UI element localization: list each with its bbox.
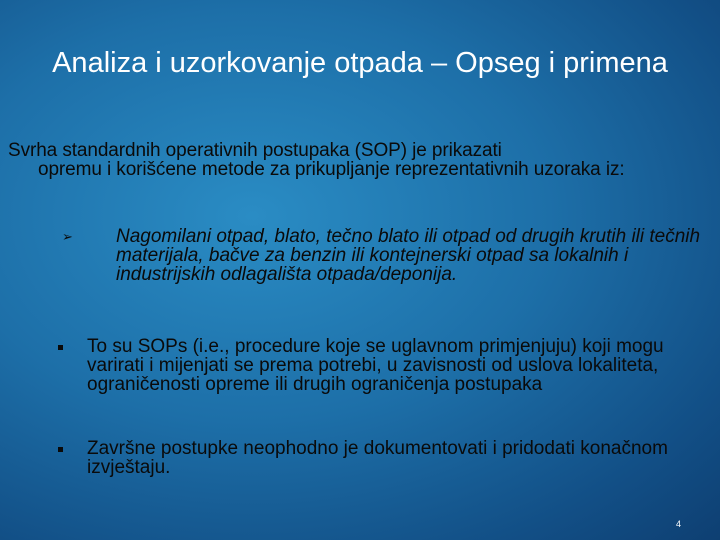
square-bullet-icon <box>58 345 63 350</box>
page-number: 4 <box>676 519 682 529</box>
slide-title: Analiza i uzorkovanje otpada – Opseg i primena <box>52 47 668 79</box>
intro-line-1: Svrha standardnih operativnih postupaka (SOP) je prikazati <box>8 140 502 161</box>
arrow-bullet-icon: ➢ <box>62 229 73 244</box>
intro-paragraph <box>8 141 714 179</box>
intro-line-rest: opremu i korišćene metode za prikupljanje reprezentativnih uzoraka iz: <box>38 159 625 180</box>
bullet-text: To su SOPs (i.e., procedure koje se uglavnom primjenjuju) koji mogu varirati i mijenjati se prema potrebi, u zavisnosti od uslova lokaliteta, ograničenosti opreme ili drugih ograničenja postupaka <box>87 336 664 395</box>
sub-bullet-text: Nagomilani otpad, blato, tečno blato ili otpad od drugih krutih ili tečnih materijala, bačve za benzin ili kontejnerski otpad sa lokalnih i industrijskih odlagališta otpada/deponija. <box>116 226 701 285</box>
bullet-item <box>58 337 714 394</box>
bullet-text: Završne postupke neophodno je dokumentovati i pridodati konačnom izvještaju. <box>87 438 668 478</box>
bullet-item <box>58 439 714 477</box>
square-bullet-icon <box>58 447 63 452</box>
sub-bullet <box>62 226 714 285</box>
